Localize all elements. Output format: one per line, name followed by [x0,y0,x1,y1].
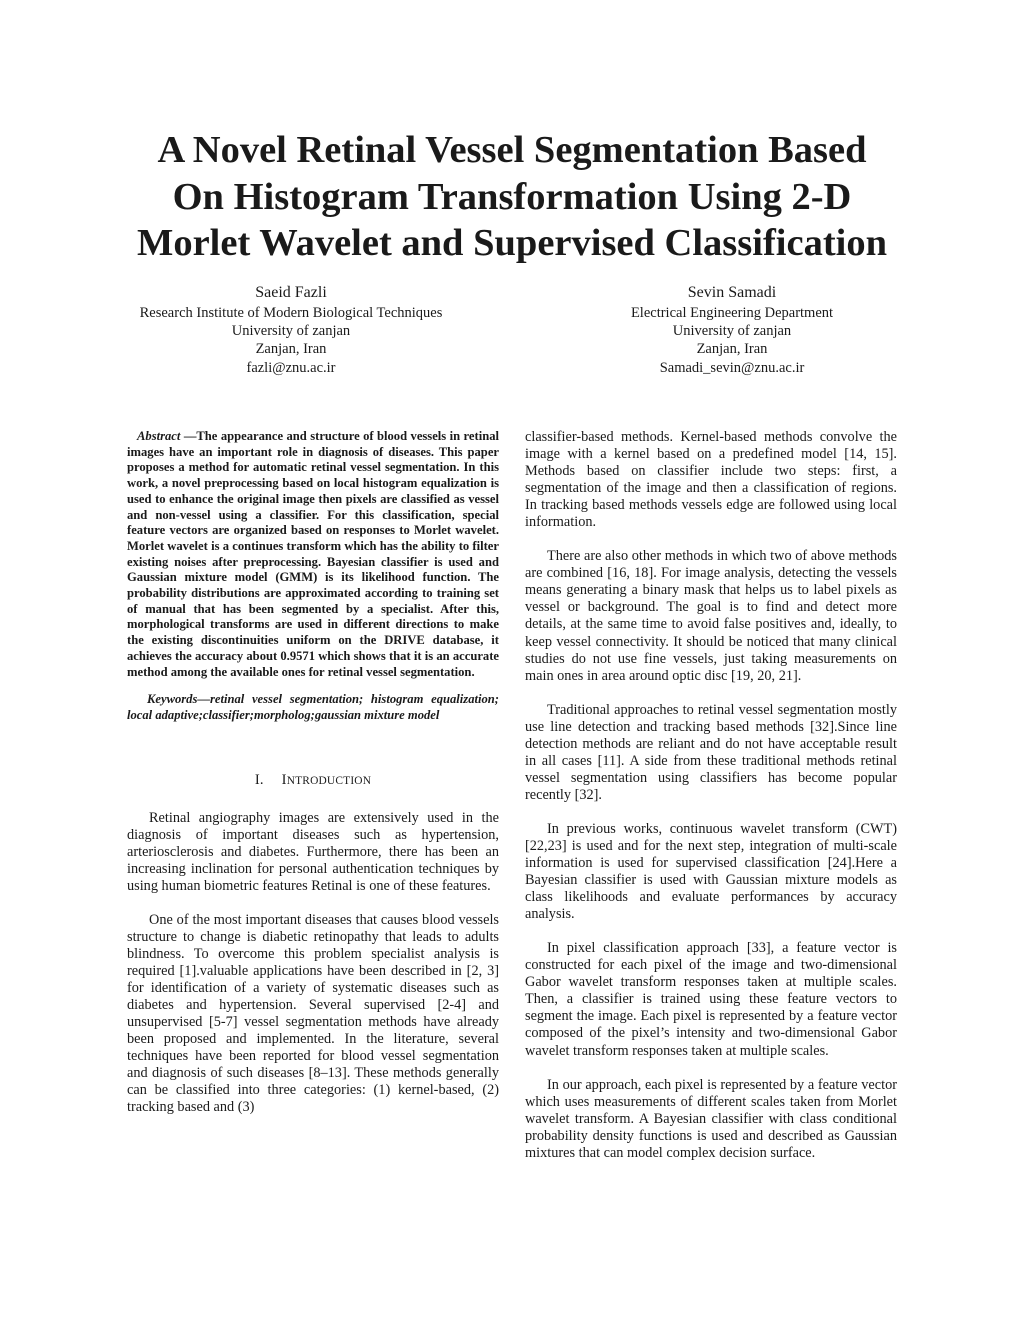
paragraph: There are also other methods in which two of above methods are combined [16, 18]. For image analysis, detecting the vessels means generating a binary mask that helps us to label pixels as vessel or background. The goal is to find and detect more details, at the same time to avoid false positives and, ideally, to keep vessel connectivity. It should be noticed that many clinical studies do not use fine vessels, just taking measurements on main ones in area around optic disc [19, 20, 21]. [525,548,897,684]
abstract [127,429,499,680]
paragraph: In our approach, each pixel is represented by a feature vector which uses measurements of different scales taken from Morlet wavelet transform. A Bayesian classifier with class conditional probability density functions is used and described as Gaussian mixtures that can model complex decision surface. [525,1076,897,1161]
paragraph: In pixel classification approach [33], a feature vector is constructed for each pixel of the image and two-dimensional Gabor wavelet transform responses taken at multiple scales. Then, a classifier is trained using these feature vectors to segment the image. Each pixel is represented by a feature vector composed of the pixel’s intensity and two-dimensional Gabor wavelet transform responses taken at multiple scales. [525,940,897,1059]
paragraph: One of the most important diseases that causes blood vessels structure to change is diabetic retinopathy that leads to adults blindness. To overcome this problem specialist analysis is required [1].valuable applications have been described in [2, 3] for identification of a variety of systematic diseases such as diabetes and hypertension. Several supervised [2-4] and unsupervised [5-7] vessel segmentation methods have already been proposed and implemented. In the literature, several techniques have been reported for blood vessel segmentation and diagnosis of such diseases [8–13]. These methods generally can be classified into three categories: (1) kernel-based, (2) tracking based and (3) [127,911,499,1116]
author-university: University of zanjan [231,323,351,340]
paper-title [90,127,934,267]
author-location: Zanjan, Iran [696,341,768,358]
author-email: fazli@znu.ac.ir [246,359,336,376]
paragraph: classifier-based methods. Kernel-based methods convolve the image with a kernel based on a predefined model [14, 15]. Methods based on classifier include two steps: first, a segmentation of the image and then a classification of regions. In tracking based methods vessels edge are followed using local information. [525,429,897,531]
title-line: Morlet Wavelet and Supervised Classification [136,222,888,264]
author-email: Samadi_sevin@znu.ac.ir [659,359,805,376]
right-column [525,429,897,1162]
paragraph: Traditional approaches to retinal vessel segmentation mostly use line detection and tracking based methods [32].Since line detection methods are reliant and do not have acceptable result in all cases [11]. A side from these traditional methods retinal vessel segmentation using classifiers has become popular recently [32]. [525,701,897,803]
author-location: Zanjan, Iran [255,341,327,358]
left-column [127,429,499,1117]
abstract-label: Abstract [137,429,181,443]
keywords: Keywords—retinal vessel segmentation; histogram equalization; local adaptive;classifier;morpholog;gaussian mixture model [127,692,499,722]
section-heading-introduction [127,772,499,790]
author-block-first [101,282,481,377]
author-affiliation: Research Institute of Modern Biological Techniques [139,305,443,321]
section-title-rest: NTRODUCTION [286,774,372,787]
title-line: A Novel Retinal Vessel Segmentation Based [157,129,867,171]
title-line: On Histogram Transformation Using 2-D [172,175,852,218]
section-number: I. [254,771,264,788]
author-affiliation: Electrical Engineering Department [630,305,834,321]
author-name: Saeid Fazli [255,284,327,301]
author-name: Sevin Samadi [687,284,777,301]
paragraph: Retinal angiography images are extensively used in the diagnosis of important diseases such as hypertension, arteriosclerosis and diabetes. Furthermore, there has been an increasing inclination for personal authentication techniques by using human biometric features Retinal is one of these features. [127,809,499,894]
author-block-second [542,282,922,377]
section-title-initial: I [281,771,287,788]
author-university: University of zanjan [672,323,792,340]
paragraph: In previous works, continuous wavelet transform (CWT) [22,23] is used and for the next step, integration of multi-scale information is used for supervised classification [24].Here a Bayesian classifier is used with Gaussian mixture models as class likelihoods and evaluate performances by accuracy analysis. [525,820,897,923]
abstract-text: —The appearance and structure of blood vessels in retinal images have an important role in diagnosis of diseases. This paper proposes a method for automatic retinal vessel segmentation. In this work, a novel preprocessing based on local histogram equalization is used to enhance the original image then pixels are classified as vessel and non-vessel using a classifier. For this classification, special feature vectors are organized based on responses to Morlet wavelet. Morlet wavelet is a continues transform which has the ability to filter existing noises after preprocessing. Bayesian classifier is used and Gaussian mixture model (GMM) is its likelihood function. The probability distributions are approximated according to training set of manual that has been segmented by a specialist. After this, morphological transforms are used in different directions to make the existing discontinuities uniform on the DRIVE database, it achieves the accuracy about 0.9571 which shows that it is an accurate method among the available ones for retinal vessel segmentation. [127,429,499,679]
